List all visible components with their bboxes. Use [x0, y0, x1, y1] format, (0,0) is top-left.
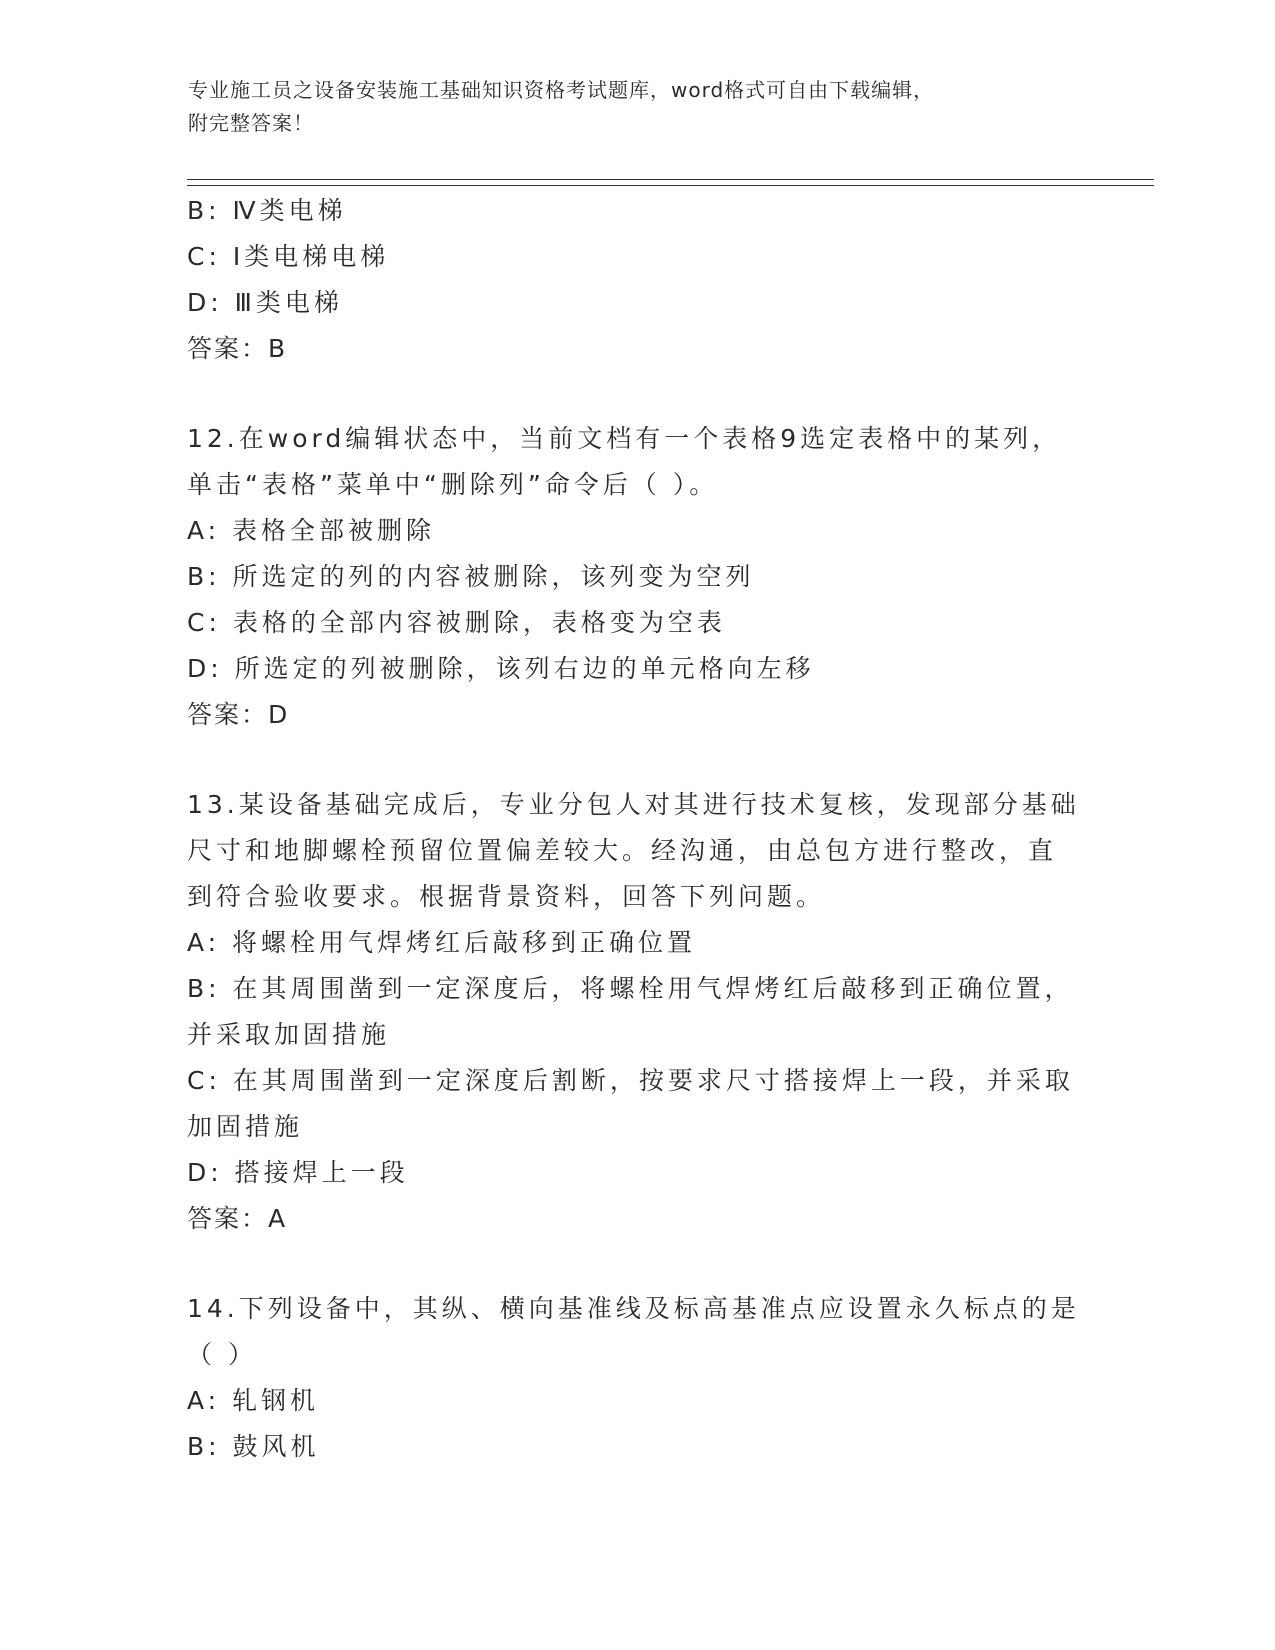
- answer: 答案：D: [187, 700, 290, 729]
- option-c: C: 表格的全部内容被删除，表格变为空表: [187, 608, 726, 637]
- option-a: A: 将螺栓用气焊烤红后敲移到正确位置: [187, 928, 697, 957]
- spacer: [187, 1242, 1087, 1286]
- spacer: [187, 738, 1087, 782]
- question-12: [187, 416, 1087, 738]
- option-d: D: 所选定的列被删除，该列右边的单元格向左移: [187, 654, 815, 683]
- option-b-continued: 并采取加固措施: [187, 1020, 391, 1049]
- question-stem: 12.在word编辑状态中，当前文档有一个表格9选定表格中的某列，: [187, 424, 1062, 453]
- document-body: [187, 188, 1087, 1470]
- option-c-continued: 加固措施: [187, 1112, 304, 1141]
- option-b: B: 所选定的列的内容被删除，该列变为空列: [187, 562, 755, 591]
- question-14: [187, 1286, 1087, 1470]
- option-a: A: 轧钢机: [187, 1386, 320, 1415]
- question-stem: 13.某设备基础完成后，专业分包人对其进行技术复核，发现部分基础: [187, 790, 1080, 819]
- question-stem: 尺寸和地脚螺栓预留位置偏差较大。经沟通，由总包方进行整改，直: [187, 836, 1058, 865]
- option-b: B: 在其周围凿到一定深度后，将螺栓用气焊烤红后敲移到正确位置，: [187, 974, 1074, 1003]
- option-b: B: Ⅳ类电梯: [187, 196, 347, 225]
- question-13: [187, 782, 1087, 1242]
- header-line-1: 专业施工员之设备安装施工基础知识资格考试题库，word格式可自由下载编辑，: [188, 78, 935, 102]
- header-divider-top: [187, 179, 1154, 180]
- option-a: A: 表格全部被删除: [187, 516, 436, 545]
- option-b: B: 鼓风机: [187, 1432, 320, 1461]
- question-stem: 到符合验收要求。根据背景资料，回答下列问题。: [187, 882, 826, 911]
- header-divider-bottom: [187, 185, 1154, 186]
- header-line-2: 附完整答案！: [188, 111, 314, 135]
- answer: 答案：B: [187, 334, 288, 363]
- option-c: C: Ⅰ类电梯电梯: [187, 242, 390, 271]
- option-c: C: 在其周围凿到一定深度后割断，按要求尺寸搭接焊上一段，并采取: [187, 1066, 1074, 1095]
- option-d: D: 搭接焊上一段: [187, 1158, 409, 1187]
- question-11: [187, 188, 1087, 372]
- option-d: D: Ⅲ类电梯: [187, 288, 343, 317]
- question-stem: 14.下列设备中，其纵、横向基准线及标高基准点应设置永久标点的是: [187, 1294, 1080, 1323]
- spacer: [187, 372, 1087, 416]
- question-stem: 单击“表格”菜单中“删除列”命令后（ ）。: [187, 470, 719, 499]
- document-header: [188, 74, 1068, 140]
- answer: 答案：A: [187, 1204, 288, 1233]
- question-stem: （ ）: [187, 1340, 257, 1369]
